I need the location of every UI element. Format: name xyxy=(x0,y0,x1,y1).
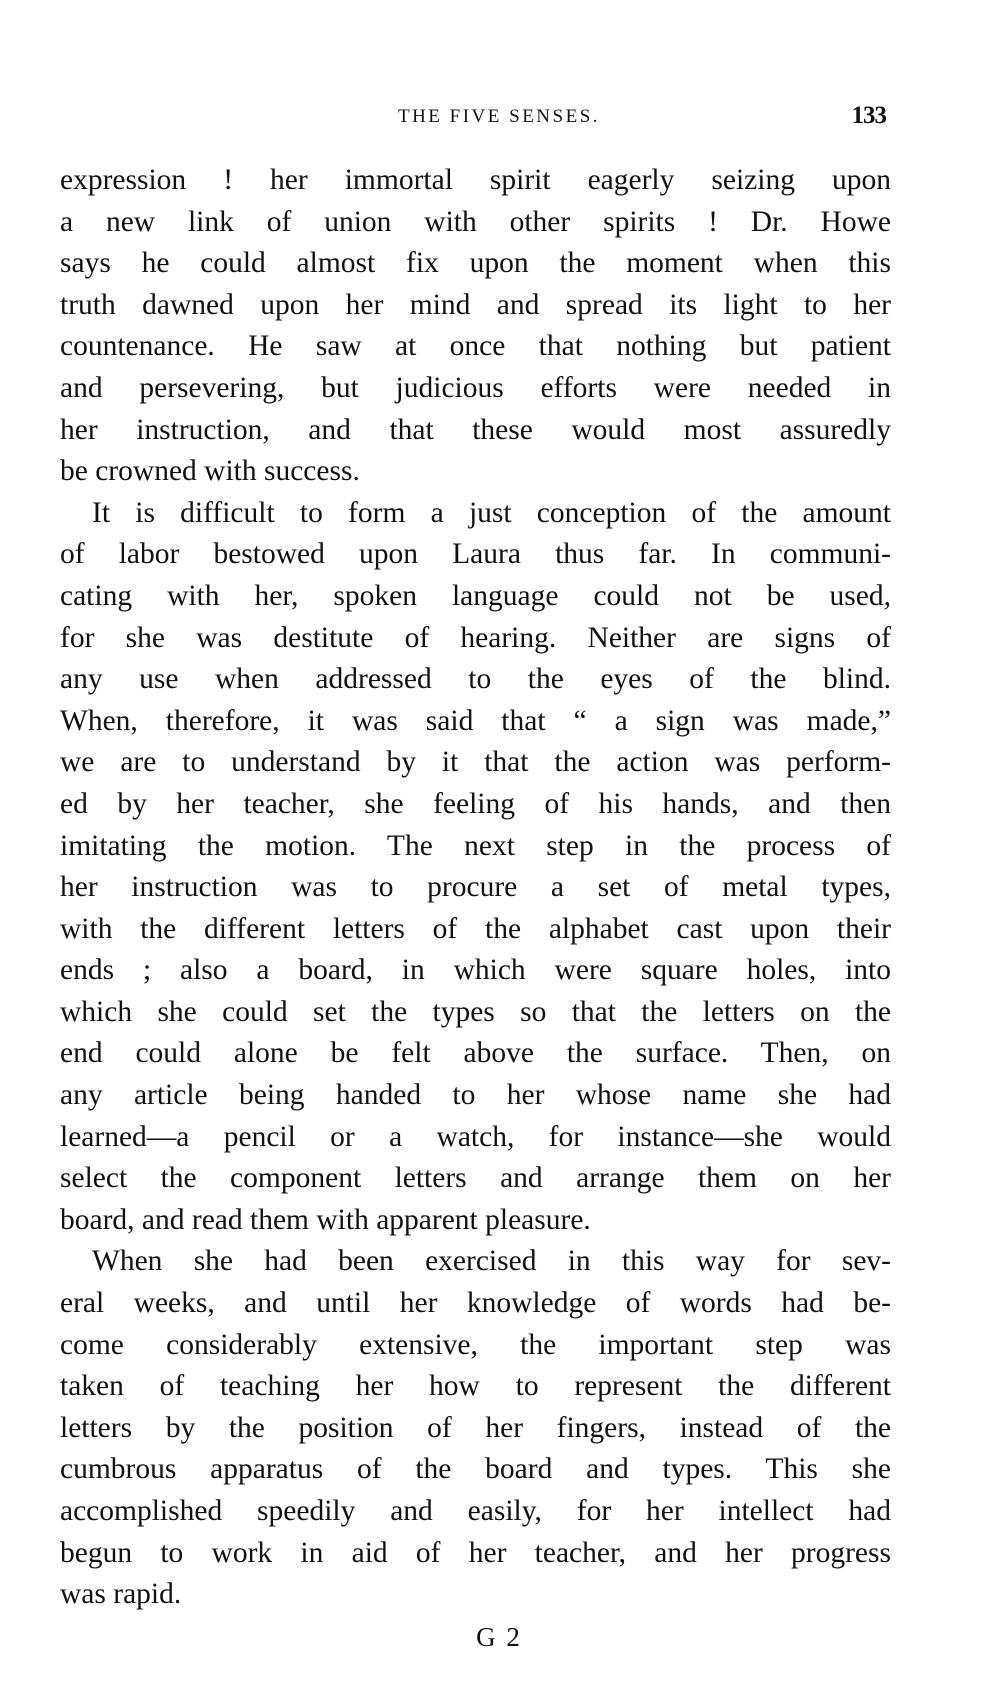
text-line: When, therefore, it was said that “ a sign was made,” xyxy=(60,704,891,737)
text-line: any article being handed to her whose name she had xyxy=(60,1079,891,1112)
text-line: select the component letters and arrange them on her xyxy=(60,1162,891,1195)
text-line: expression ! her immortal spirit eagerly seizing upon xyxy=(60,164,891,196)
text-line: cating with her, spoken language could not be used, xyxy=(60,579,891,612)
text-line: letters by the position of her fingers, instead of the xyxy=(60,1411,891,1444)
text-line: was rapid. xyxy=(60,1578,182,1611)
text-line: truth dawned upon her mind and spread its light to her xyxy=(60,288,891,321)
text-line: board, and read them with apparent pleasure. xyxy=(60,1203,591,1236)
running-title: THE FIVE SENSES. xyxy=(397,106,601,127)
text-line: cumbrous apparatus of the board and types. This she xyxy=(60,1453,891,1486)
text-line: end could alone be felt above the surface. Then, on xyxy=(60,1037,891,1070)
text-line: we are to understand by it that the action was perform- xyxy=(60,746,891,779)
text-line: imitating the motion. The next step in the process of xyxy=(60,829,891,862)
text-line: taken of teaching her how to represent the different xyxy=(60,1370,891,1403)
text-line: begun to work in aid of her teacher, and her progress xyxy=(60,1536,891,1569)
text-line: with the different letters of the alphabet cast upon their xyxy=(60,912,891,945)
page-number: 133 xyxy=(851,102,886,129)
text-line: When she had been exercised in this way for sev- xyxy=(92,1245,891,1278)
text-line: which she could set the types so that the letters on the xyxy=(60,995,891,1028)
signature-mark: G 2 xyxy=(476,1622,522,1652)
text-line: a new link of union with other spirits ! Dr. Howe xyxy=(60,205,891,238)
text-line: for she was destitute of hearing. Neither are signs of xyxy=(60,621,891,654)
text-line: be crowned with success. xyxy=(60,455,360,488)
text-line: her instruction, and that these would most assuredly xyxy=(60,413,891,446)
text-line: ed by her teacher, she feeling of his hands, and then xyxy=(60,787,891,820)
text-line: accomplished speedily and easily, for her intellect had xyxy=(60,1495,891,1527)
text-line: countenance. He saw at once that nothing but patient xyxy=(60,330,891,363)
text-line: and persevering, but judicious efforts were needed in xyxy=(60,371,891,404)
text-line: come considerably extensive, the important step was xyxy=(60,1328,891,1361)
text-line: It is difficult to form a just conception of the amount xyxy=(92,496,891,529)
text-line: eral weeks, and until her knowledge of words had be- xyxy=(60,1287,891,1320)
body-text xyxy=(60,160,891,1616)
text-line: of labor bestowed upon Laura thus far. In communi- xyxy=(60,538,891,571)
text-line: her instruction was to procure a set of metal types, xyxy=(60,871,891,904)
text-line: ends ; also a board, in which were square holes, into xyxy=(60,954,891,987)
text-line: says he could almost fix upon the moment when this xyxy=(60,247,891,280)
text-line: learned—a pencil or a watch, for instance—she would xyxy=(60,1120,891,1153)
text-line: any use when addressed to the eyes of the blind. xyxy=(60,663,891,696)
running-head xyxy=(0,102,998,132)
